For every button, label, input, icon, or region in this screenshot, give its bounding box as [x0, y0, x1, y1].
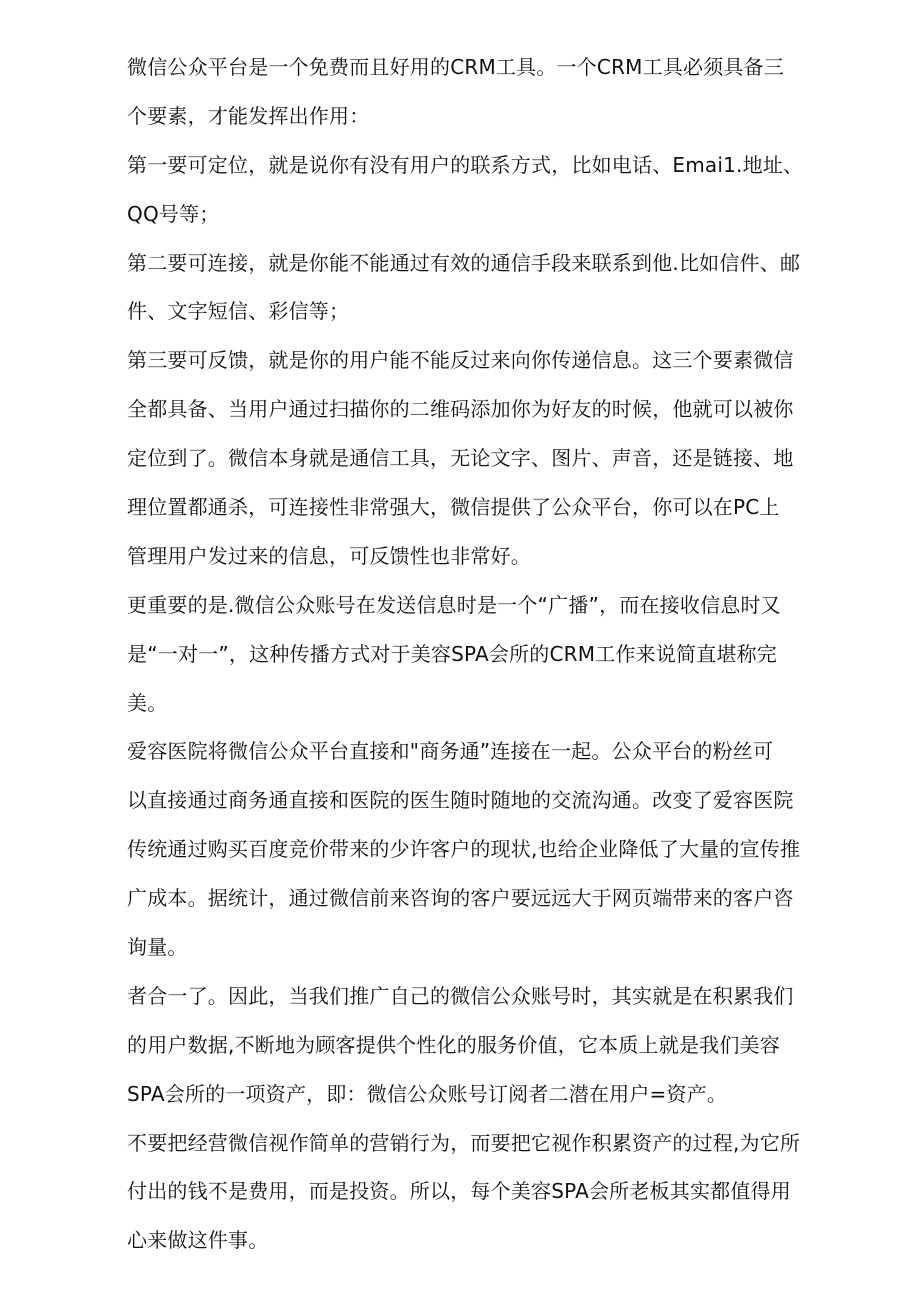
text-line: 第二要可连接，就是你能不能通过有效的通信手段来联系到他.比如信件、邮 — [127, 250, 801, 275]
text-line: 询量。 — [127, 935, 188, 960]
text-line: 心来做这件事。 — [127, 1228, 269, 1253]
text-line: 第三要可反馈，就是你的用户能不能反过来向你传递信息。这三个要素微信 — [127, 348, 794, 373]
text-line: 不要把经营微信视作简单的营销行为，而要把它视作积累资产的过程,为它所 — [127, 1130, 801, 1155]
text-line: 理位置都通杀，可连接性非常强大，微信提供了公众平台，你可以在PC上 — [127, 495, 780, 520]
text-line: 个要素，才能发挥出作用： — [127, 103, 370, 128]
text-line: 的用户数据,不断地为顾客提供个性化的服务价值，它本质上就是我们美容 — [127, 1032, 780, 1057]
text-line: 定位到了。微信本身就是通信工具，无论文字、图片、声音，还是链接、地 — [127, 446, 794, 471]
text-line: 第一要可定位，就是说你有没有用户的联系方式，比如电话、Emai1.地址、 — [127, 152, 804, 177]
body-text — [127, 43, 807, 1265]
text-line: 爱容医院将微信公众平台直接和"商务通”连接在一起。公众平台的粉丝可 — [127, 739, 774, 764]
text-line: 是“一对一”，这种传播方式对于美容SPA会所的CRM工作来说简直堪称完 — [127, 641, 777, 666]
text-line: 全都具备、当用户通过扫描你的二维码添加你为好友的时候，他就可以被你 — [127, 397, 794, 422]
text-line: QQ号等； — [127, 201, 220, 226]
text-line: 更重要的是.微信公众账号在发送信息时是一个“广播”，而在接收信息时又 — [127, 592, 781, 617]
text-line: 付出的钱不是费用，而是投资。所以，每个美容SPA会所老板其实都值得用 — [127, 1179, 791, 1204]
text-line: 微信公众平台是一个免费而且好用的CRM工具。一个CRM工具必须具备三 — [127, 55, 785, 79]
text-line: 美。 — [127, 690, 168, 715]
text-line: 件、文字短信、彩信等； — [127, 299, 350, 324]
text-line: 管理用户发过来的信息，可反馈性也非常好。 — [127, 543, 531, 568]
text-line: 传统通过购买百度竞价带来的少许客户的现状,也给企业降低了大量的宣传推 — [127, 837, 801, 862]
text-line: 者合一了。因此，当我们推广自己的微信公众账号时，其实就是在积累我们 — [127, 983, 794, 1008]
text-line: SPA会所的一项资产，即：微信公众账号订阅者二潜在用户=资产。 — [127, 1081, 728, 1106]
text-line: 广成本。据统计，通过微信前来咨询的客户要远远大于网页端带来的客户咨 — [127, 886, 794, 911]
text-line: 以直接通过商务通直接和医院的医生随时随地的交流沟通。改变了爱容医院 — [127, 788, 794, 813]
